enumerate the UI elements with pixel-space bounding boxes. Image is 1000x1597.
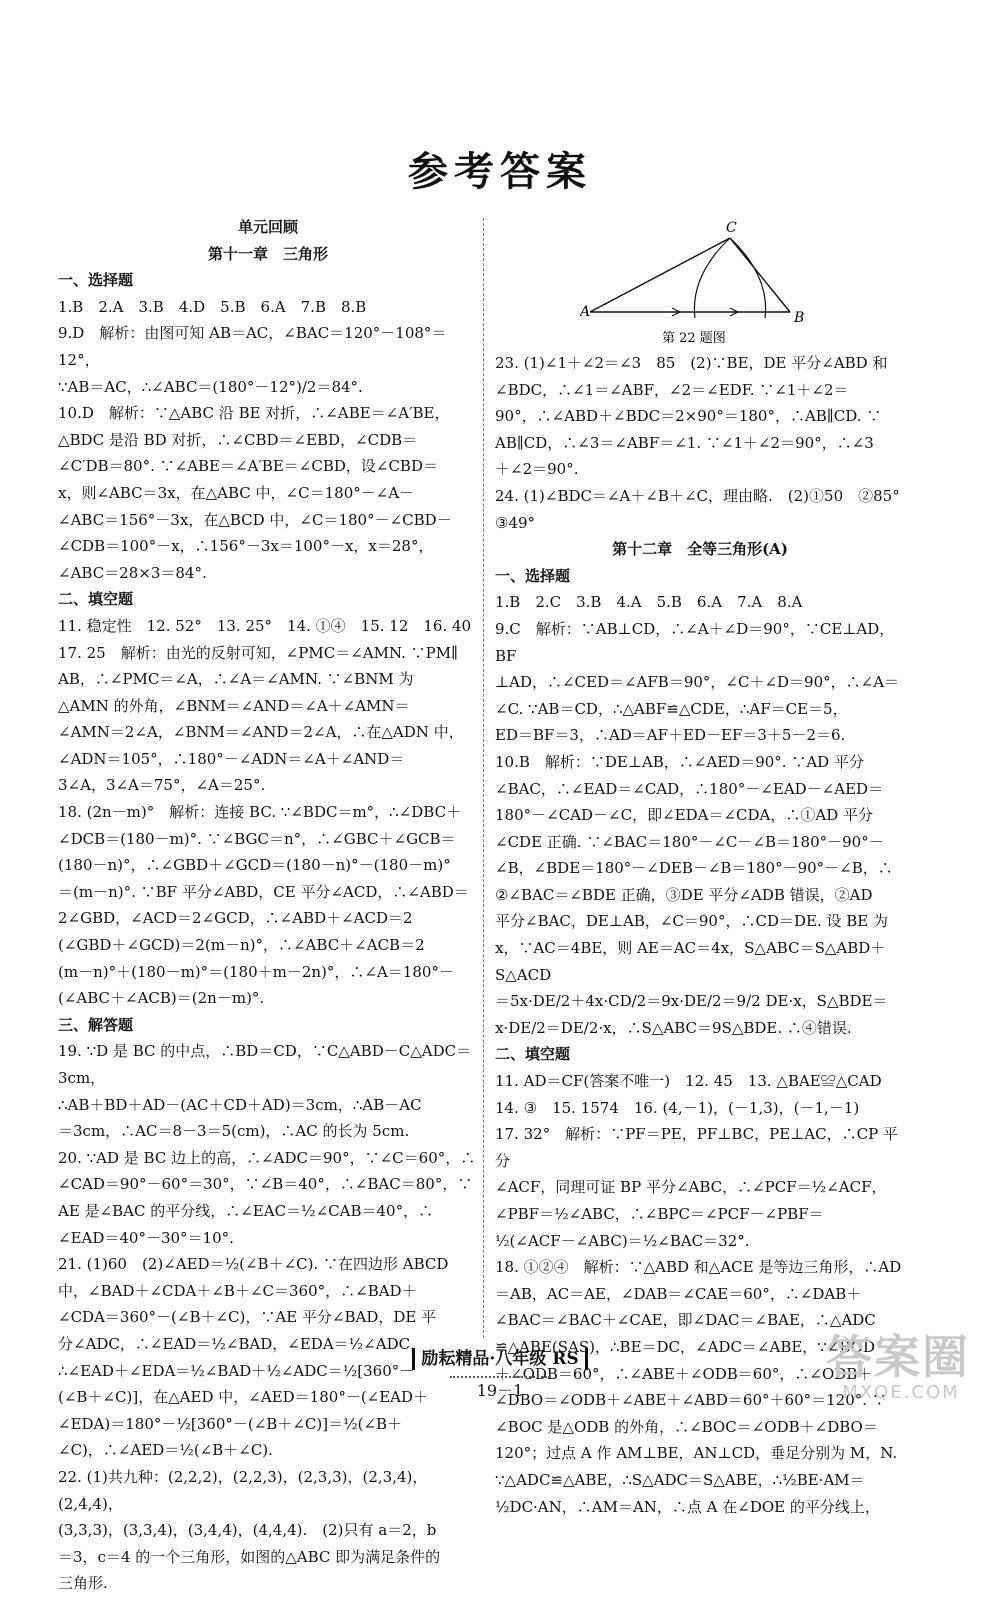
chapter-heading: 第十二章 全等三角形(A)	[612, 540, 788, 559]
answer-line: 90°，∴∠ABD＋∠BDC＝2×90°＝180°，∴AB∥CD. ∵	[495, 407, 882, 426]
answer-line: 19. ∵D 是 BC 的中点，∴BD＝CD，∵C△ABD－C△ADC＝3cm，	[58, 1042, 472, 1087]
answer-line: 20. ∵AD 是 BC 边上的高，∴∠ADC＝90°，∵∠C＝60°，∴	[58, 1148, 476, 1167]
answer-line: ∠ADN＝105°，∴180°－∠ADN＝∠A＋∠AND＝	[58, 749, 405, 768]
answer-line: ＝5x·DE/2＋4x·CD/2＝9x·DE/2＝9/2 DE·x，S△BDE＝	[495, 992, 888, 1011]
answer-line: AE 是∠BAC 的平分线，∴∠EAC＝½∠CAB＝40°，∴	[58, 1201, 434, 1220]
answer-line: ∵AB＝AC，∴∠ABC＝(180°－12°)/2＝84°.	[58, 377, 363, 396]
answer-line: 9.C 解析：∵AB⊥CD，∴∠A＋∠D＝90°，∵CE⊥AD，BF	[495, 619, 895, 665]
answer-line: ∠DCB＝(180－m)°. ∵∠BGC＝n°，∴∠GBC＋∠GCB＝	[58, 829, 456, 848]
answer-line: ∠EDA)＝180°－½[360°－(∠B＋∠C)]＝½(∠B＋	[58, 1414, 403, 1433]
section-heading: 一、选择题	[495, 566, 571, 585]
page-number: 19－1	[476, 1381, 524, 1400]
answer-line: (∠B＋∠C)]，在△AED 中，∠AED＝180°－(∠EAD＋	[58, 1388, 429, 1407]
answer-line: x，则∠ABC＝3x，在△ABC 中，∠C＝180°－∠A－	[58, 483, 415, 502]
answer-line: ∠EAD＝40°－30°＝10°.	[58, 1228, 234, 1247]
answer-line: ∴∠EAD＋∠EDA＝½∠BAD＋½∠ADC＝½[360°－	[58, 1361, 415, 1380]
answer-line: ∠CDA＝360°－(∠B＋∠C)，∵AE 平分∠BAD，DE 平	[58, 1308, 437, 1327]
figure-caption: 第 22 题图	[662, 331, 726, 346]
answer-line: ∠ABC＝28×3＝84°.	[58, 563, 207, 582]
vertex-b-label: B	[794, 310, 805, 326]
answer-line: ∠BOC 是△ODB 的外角，∴∠BOC＝∠ODB＋∠DBO＝	[495, 1417, 878, 1436]
answer-line: 180°－∠CAD－∠C，即∠EDA＝∠CDA，∴①AD 平分	[495, 806, 873, 825]
answer-line: ≌△ABE(SAS)，∴BE＝DC，∠ADC＝∠ABE，∵∠BOD	[495, 1337, 876, 1356]
footer-dotted-rule	[450, 1376, 550, 1378]
answer-line: ∠ABC＝156°－3x，在△BCD 中，∠C＝180°－∠CBD－	[58, 510, 452, 529]
answer-line: 10.D 解析：∵△ABC 沿 BE 对折，∴∠ABE＝∠A′BE，	[58, 404, 450, 423]
answer-line: ½(∠ACF－∠ABC)＝½∠BAC＝32°.	[495, 1231, 750, 1250]
answer-line: △AMN 的外角，∠BNM＝∠AND＝∠A＋∠AMN＝	[58, 696, 410, 715]
answer-line: 11. 稳定性 12. 52° 13. 25° 14. ①④ 15. 12 16. 40	[58, 616, 472, 635]
answer-line: ∠CDE 正确. ∵∠BAC＝180°－∠C－∠B＝180°－90°－	[495, 832, 884, 851]
answer-line: 1.B 2.C 3.B 4.A 5.B 6.A 7.A 8.A	[495, 593, 803, 612]
answer-line: 10.B 解析：∵DE⊥AB，∴∠AED＝90°. ∵AD 平分	[495, 752, 864, 771]
answer-line: ∠C)，∴∠AED＝½(∠B＋∠C).	[58, 1441, 273, 1460]
answer-line: ＋∠2＝90°.	[495, 460, 579, 479]
section-heading: 二、填空题	[58, 590, 134, 609]
page-title: 参考答案	[408, 148, 592, 195]
answer-line: ∵△ADC≌△ABE，∴S△ADC＝S△ABE，∴½BE·AM＝	[495, 1470, 865, 1489]
answer-line: 21. (1)60 (2)∠AED＝½(∠B＋∠C). ∵在四边形 ABCD	[58, 1255, 449, 1274]
answer-line: 三角形.	[58, 1574, 108, 1593]
answer-line: 18. (2n－m)° 解析：连接 BC. ∵∠BDC＝m°，∴∠DBC＋	[58, 803, 462, 822]
answer-line: ＝3cm，∴AC＝8－3＝5(cm)，∴AC 的长为 5cm.	[58, 1122, 410, 1141]
answer-line: (∠GBD＋∠GCD)＝2(m－n)°，∴∠ABC＋∠ACB＝2	[58, 936, 425, 955]
answer-line: (3,3,3)，(3,3,4)，(3,4,4)，(4,4,4). (2)只有 a＝2，b	[58, 1521, 437, 1540]
answer-line: ∠B，∠BDE＝180°－∠DEB－∠B＝180°－90°－∠B，∴	[495, 859, 893, 878]
answer-line: ED＝BF＝3，∴AD＝AF＋ED－EF＝3＋5－2＝6.	[495, 726, 846, 745]
answer-line: ∠C. ∵AB＝CD，∴△ABF≌△CDE，∴AF＝CE＝5，	[495, 699, 848, 718]
answer-line: (m－n)°＋(180－m)°＝(180＋m－2n)°，∴∠A＝180°－	[58, 962, 454, 981]
answer-line: △BDC 是沿 BD 对折，∴∠CBD＝∠EBD，∠CDB＝	[58, 430, 418, 449]
answer-line: 24. (1)∠BDC＝∠A＋∠B＋∠C，理由略. (2)①50 ②85°	[495, 486, 900, 505]
answer-line: (∠ABC＋∠ACB)＝(2n－m)°.	[58, 989, 265, 1008]
answer-line: 11. AD＝CF(答案不唯一) 12. 45 13. △BAE≌△CAD	[495, 1072, 882, 1091]
answer-line: ＝3，c＝4 的一个三角形，如图的△ABC 即为满足条件的	[58, 1547, 441, 1566]
answer-line: ∠C′DB＝80°. ∵∠ABE＝∠A′BE＝∠CBD，设∠CBD＝	[58, 457, 438, 476]
answer-line: 17. 32° 解析：∵PF＝PE，PF⊥BC，PE⊥AC，∴CP 平分	[495, 1125, 898, 1170]
answer-line: ∠BAC＝∠BAC＋∠CAE，即∠DAC＝∠BAE，∴△ADC	[495, 1311, 876, 1330]
answer-line: 17. 25 解析：由光的反射可知，∠PMC＝∠AMN. ∵PM∥	[58, 643, 459, 662]
chapter-heading: 第十一章 三角形	[207, 244, 328, 263]
answer-line: ③49°	[495, 513, 536, 532]
section-heading: 一、选择题	[58, 271, 134, 290]
section-heading: 二、填空题	[495, 1045, 571, 1064]
answer-line: AB，∴∠PMC＝∠A，∴∠A＝∠AMN. ∵∠BNM 为	[58, 670, 414, 689]
answer-line: ∴AB＋BD＋AD－(AC＋CD＋AD)＝3cm，∴AB－AC	[58, 1095, 422, 1114]
answer-line: ＝AB，AC＝AE，∠DAB＝∠CAE＝60°，∴∠DAB＋	[495, 1284, 862, 1303]
section-heading: 三、解答题	[58, 1015, 134, 1034]
watermark-logo	[826, 1332, 976, 1412]
answer-line: x·DE/2＝DE/2·x，∴S△ABC＝9S△BDE. ∴④错误.	[495, 1018, 852, 1037]
answer-line: 平分∠BAC，DE⊥AB，∠C＝90°，∴CD＝DE. 设 BE 为	[495, 912, 888, 931]
answer-line: 23. (1)∠1＋∠2＝∠3 85 (2)∵BE，DE 平分∠ABD 和	[495, 354, 888, 372]
answer-line: 18. ①②④ 解析：∵△ABD 和△ACE 是等边三角形，∴AD	[495, 1258, 902, 1277]
answer-line: ∠BDC，∴∠1＝∠ABF，∠2＝∠EDF. ∵∠1＋∠2＝	[495, 380, 849, 399]
answer-line: 120°；过点 A 作 AM⊥BE，AN⊥CD，垂足分别为 M，N.	[495, 1444, 898, 1463]
answer-line: ∠AMN＝2∠A，∠BNM＝∠AND＝2∠A，∴在△ADN 中，	[58, 723, 464, 742]
answer-line: x，∵AC＝4BE，则 AE＝AC＝4x，S△ABC＝S△ABD＋S△ACD	[495, 939, 886, 984]
answer-line: ∠ACF，同理可证 BP 平分∠ABC，∴∠PCF＝½∠ACF，	[495, 1178, 887, 1197]
answer-line: ⊥AD，∴∠CED＝∠AFB＝90°，∠C＋∠D＝90°，∴∠A＝	[495, 673, 900, 692]
answer-line: 1.B 2.A 3.B 4.D 5.B 6.A 7.B 8.B	[58, 297, 367, 316]
answer-line: ②∠BAC＝∠BDE 正确，③DE 平分∠ADB 错误，②AD	[495, 885, 873, 904]
chapter-heading: 单元回顾	[237, 218, 298, 236]
answer-line: ∠BAC，∴∠EAD＝∠CAD，∴180°－∠EAD－∠AED＝	[495, 779, 884, 798]
answer-line: 2∠GBD，∠ACD＝2∠GCD，∴∠ABD＋∠ACD＝2	[58, 909, 413, 928]
answer-line: ∠DBO＝∠ODB＋∠ABE＋∠ABD＝60°＋60°＝120°. ∵	[495, 1391, 887, 1410]
answer-line: ∠CAD＝90°－60°＝30°，∵∠B＝40°，∴∠BAC＝80°，∵	[58, 1175, 473, 1194]
answer-line: ½DC·AN，∴AM＝AN，∴点 A 在∠DOE 的平分线上，	[495, 1497, 880, 1516]
column-divider	[483, 218, 484, 1338]
answer-line: (180－n)°，∴∠GBD＋∠GCD＝(180－n)°－(180－m)°	[58, 856, 451, 875]
answer-line: 14. ③ 15. 1574 16. (4,－1)，(－1,3)，(－1,－1)	[495, 1098, 860, 1117]
answer-line: 3∠A，3∠A＝75°，∠A＝25°.	[58, 776, 266, 795]
answer-line: ＝(m－n)°. ∵BF 平分∠ABD，CE 平分∠ACD，∴∠ABD＝	[58, 882, 469, 901]
triangle-figure	[580, 216, 820, 350]
answer-line: 分∠ADC，∴∠EAD＝½∠BAD，∠EDA＝½∠ADC，	[58, 1334, 426, 1353]
footer-brand: 励耘精品·八年级 RS	[412, 1348, 587, 1370]
watermark-text: 答案圈	[826, 1330, 970, 1384]
answer-line: ＋∠ODB＝60°，∴∠ABE＋∠ODB＝60°，∴∠ODB＋	[495, 1364, 873, 1383]
vertex-a-label: A	[580, 304, 591, 320]
answer-line: 9.D 解析：由图可知 AB＝AC，∠BAC＝120°－108°＝12°，	[58, 324, 447, 369]
vertex-c-label: C	[726, 220, 737, 236]
answer-line: AB∥CD，∴∠3＝∠ABF＝∠1. ∵∠1＋∠2＝90°，∴∠3	[495, 433, 874, 452]
answer-line: 22. (1)共九种：(2,2,2)，(2,2,3)，(2,3,3)，(2,3,4)，(2,4,4)，	[58, 1467, 428, 1513]
answer-line: ∠CDB＝100°－x，∴156°－3x＝100°－x，x＝28°，	[58, 537, 434, 556]
answer-line: 中，∠BAD＋∠CDA＋∠B＋∠C＝360°，∴∠BAD＋	[58, 1281, 417, 1300]
watermark-url: MXQE.COM	[842, 1382, 960, 1403]
answer-line: ∠PBF＝½∠ABC，∴∠BPC＝∠PCF－∠PBF＝	[495, 1205, 824, 1223]
